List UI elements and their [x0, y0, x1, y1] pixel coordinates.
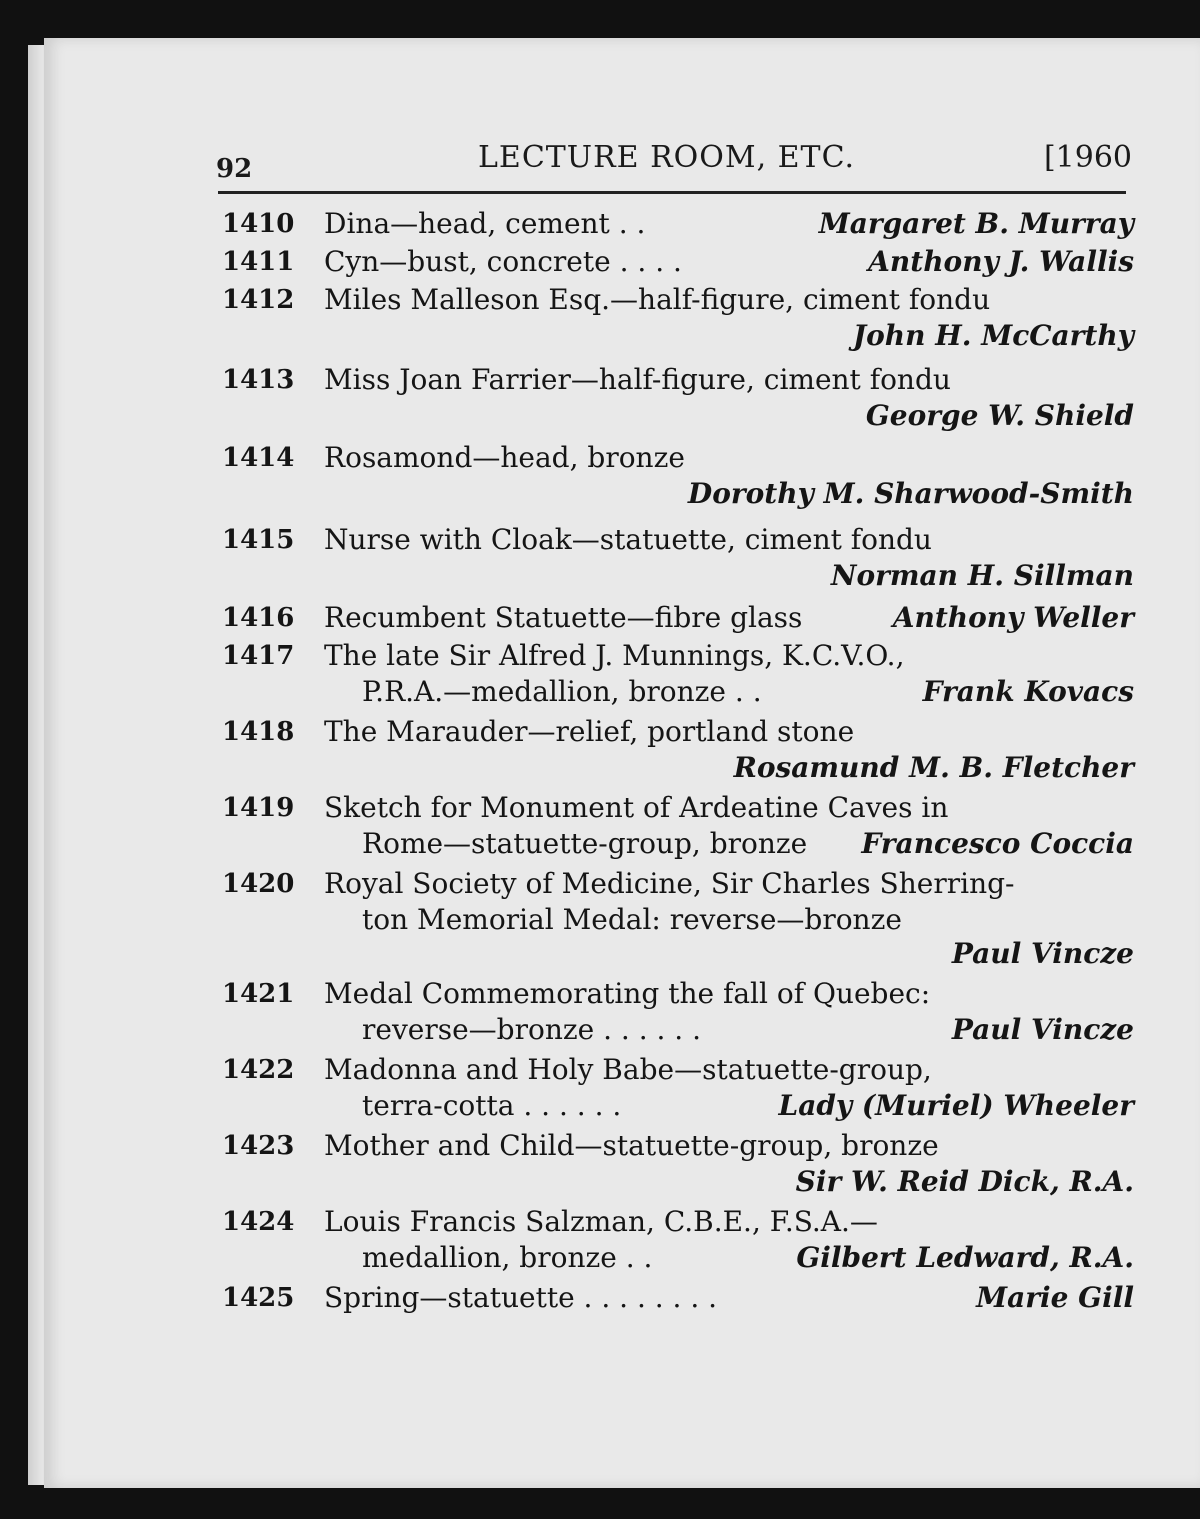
entry-number: 1419	[222, 793, 295, 823]
entry-title: Sketch for Monument of Ardeatine Caves in	[324, 791, 949, 824]
entry-artist: Paul Vincze	[951, 1013, 1134, 1046]
catalogue-entry	[222, 521, 1134, 593]
entry-artist: George W. Shield	[865, 399, 1134, 432]
entry-number: 1425	[222, 1283, 295, 1313]
catalogue-entry	[222, 243, 1134, 281]
entry-artist: Margaret B. Murray	[818, 207, 1134, 240]
entry-number: 1415	[222, 525, 295, 555]
entry-number: 1410	[222, 209, 295, 239]
catalogue-entry	[222, 637, 1134, 709]
entry-artist: Norman H. Sillman	[830, 559, 1134, 592]
entry-title: Rosamond—head, bronze	[324, 441, 685, 474]
entry-number: 1420	[222, 869, 295, 899]
entry-title: Spring—statuette . . . . . . . .	[324, 1281, 718, 1314]
entry-title: Dina—head, cement . .	[324, 207, 646, 240]
entry-title: Medal Commemorating the fall of Quebec:	[324, 977, 931, 1010]
entry-number: 1414	[222, 443, 295, 473]
entry-title: Cyn—bust, concrete . . . .	[324, 245, 682, 278]
entry-number: 1412	[222, 285, 295, 315]
entry-title-continued: P.R.A.—medallion, bronze . .	[362, 675, 762, 708]
entry-number: 1416	[222, 603, 295, 633]
catalogue-entry	[222, 1279, 1134, 1317]
entry-title: The late Sir Alfred J. Munnings, K.C.V.O.,	[324, 639, 905, 672]
entry-artist: John H. McCarthy	[852, 319, 1134, 352]
entry-title: Mother and Child—statuette-group, bronze	[324, 1129, 939, 1162]
entry-number: 1424	[222, 1207, 295, 1237]
entry-title-continued: ton Memorial Medal: reverse—bronze	[362, 903, 902, 936]
entry-number: 1421	[222, 979, 295, 1009]
catalogue-entry	[222, 439, 1134, 511]
entry-title: Royal Society of Medicine, Sir Charles Sherring-	[324, 867, 1015, 900]
page-header	[216, 140, 1132, 184]
entry-title-continued: terra-cotta . . . . . .	[362, 1089, 622, 1122]
entry-artist: Dorothy M. Sharwood-Smith	[687, 477, 1134, 510]
entry-artist: Marie Gill	[976, 1281, 1134, 1314]
entries-list	[222, 205, 1134, 1317]
running-title: LECTURE ROOM, ETC.	[478, 140, 855, 175]
entry-artist: Anthony J. Wallis	[868, 245, 1134, 278]
catalogue-entry	[222, 599, 1134, 637]
entry-title-continued: reverse—bronze . . . . . .	[362, 1013, 701, 1046]
entry-artist: Sir W. Reid Dick, R.A.	[795, 1165, 1134, 1198]
entry-number: 1411	[222, 247, 295, 277]
page-number: 92	[216, 154, 253, 184]
entry-title: Miles Malleson Esq.—half-figure, ciment fondu	[324, 283, 991, 316]
catalogue-entry	[222, 1051, 1134, 1123]
catalogue-entry	[222, 1127, 1134, 1199]
catalogue-entry	[222, 713, 1134, 785]
catalogue-entry	[222, 975, 1134, 1047]
entry-artist: Gilbert Ledward, R.A.	[796, 1241, 1134, 1274]
entry-number: 1418	[222, 717, 295, 747]
entry-title-continued: medallion, bronze . .	[362, 1241, 653, 1274]
catalogue-entry	[222, 205, 1134, 243]
entry-artist: Rosamund M. B. Fletcher	[733, 751, 1134, 784]
entry-artist: Paul Vincze	[951, 937, 1134, 970]
entry-title: Madonna and Holy Babe—statuette-group,	[324, 1053, 932, 1086]
entry-title: Nurse with Cloak—statuette, ciment fondu	[324, 523, 932, 556]
catalogue-entry	[222, 1203, 1134, 1275]
entry-number: 1417	[222, 641, 295, 671]
entry-artist: Anthony Weller	[892, 601, 1134, 634]
entry-title: The Marauder—relief, portland stone	[324, 715, 855, 748]
year-marker: [1960	[1043, 140, 1132, 175]
catalogue-entry	[222, 361, 1134, 433]
entry-title-continued: Rome—statuette-group, bronze	[362, 827, 808, 860]
catalogue-entry	[222, 789, 1134, 861]
catalogue-entry	[222, 281, 1134, 353]
entry-title: Louis Francis Salzman, C.B.E., F.S.A.—	[324, 1205, 878, 1238]
header-rule	[218, 191, 1126, 194]
entry-title: Miss Joan Farrier—half-figure, ciment fondu	[324, 363, 951, 396]
catalogue-entry	[222, 865, 1134, 971]
entry-artist: Lady (Muriel) Wheeler	[778, 1089, 1134, 1122]
entry-number: 1423	[222, 1131, 295, 1161]
entry-number: 1413	[222, 365, 295, 395]
entry-number: 1422	[222, 1055, 295, 1085]
entry-title: Recumbent Statuette—fibre glass	[324, 601, 803, 634]
entry-artist: Francesco Coccia	[861, 827, 1134, 860]
entry-artist: Frank Kovacs	[922, 675, 1134, 708]
